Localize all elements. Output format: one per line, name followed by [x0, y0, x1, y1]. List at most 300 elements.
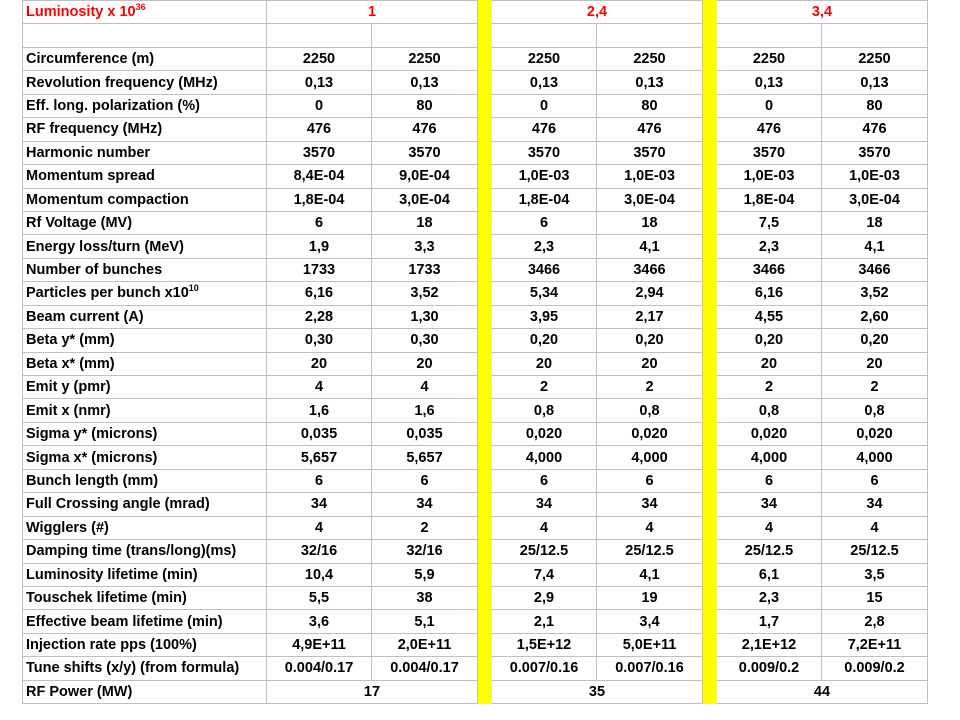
value-cell[interactable]: 2250: [492, 47, 597, 70]
row-label-cell[interactable]: [23, 422, 267, 445]
yellow-separator: [703, 94, 717, 117]
value-cell[interactable]: 5,0E+11: [597, 633, 703, 656]
value-cell[interactable]: 2250: [597, 47, 703, 70]
row-label-cell[interactable]: [23, 446, 267, 469]
row-label-cell[interactable]: [23, 94, 267, 117]
value-cell[interactable]: 0,20: [822, 329, 928, 352]
table-row: [23, 282, 928, 305]
value-cell[interactable]: 1,7: [717, 610, 822, 633]
yellow-separator: [478, 1, 492, 24]
value-cell[interactable]: 0,020: [717, 422, 822, 445]
value-cell[interactable]: 6: [267, 469, 372, 492]
value-cell[interactable]: 4,1: [597, 235, 703, 258]
yellow-separator: [703, 399, 717, 422]
table-row: [23, 610, 928, 633]
row-label: Injection rate pps (100%): [26, 637, 197, 654]
row-label-cell[interactable]: [23, 657, 267, 680]
yellow-separator: [478, 141, 492, 164]
value-cell[interactable]: 0,20: [597, 329, 703, 352]
value-cell[interactable]: 7,2E+11: [822, 633, 928, 656]
row-label-cell[interactable]: [23, 563, 267, 586]
value-cell[interactable]: 3,0E-04: [372, 188, 478, 211]
value-cell[interactable]: 5,5: [267, 586, 372, 609]
row-label: Circumference (m): [26, 51, 155, 68]
luminosity-group-1[interactable]: 1: [267, 1, 478, 24]
blank-cell[interactable]: [492, 24, 597, 47]
value-cell[interactable]: 3466: [597, 258, 703, 281]
value-cell[interactable]: 3,4: [597, 610, 703, 633]
value-cell[interactable]: 3,0E-04: [597, 188, 703, 211]
value-cell[interactable]: 6: [717, 469, 822, 492]
yellow-separator: [703, 516, 717, 539]
value-cell[interactable]: 3570: [492, 141, 597, 164]
yellow-separator: [478, 352, 492, 375]
value-cell[interactable]: 2: [597, 376, 703, 399]
rf-power-value[interactable]: 17: [267, 680, 478, 703]
value-cell[interactable]: 2,9: [492, 586, 597, 609]
value-cell[interactable]: 0,8: [717, 399, 822, 422]
value-cell[interactable]: 15: [822, 586, 928, 609]
row-label-cell[interactable]: [23, 329, 267, 352]
row-label: Sigma x* (microns): [26, 449, 158, 466]
blank-cell[interactable]: [372, 24, 478, 47]
value-cell[interactable]: 0,035: [267, 422, 372, 445]
value-cell[interactable]: 3570: [597, 141, 703, 164]
value-cell[interactable]: 0,20: [492, 329, 597, 352]
value-cell[interactable]: 0,8: [492, 399, 597, 422]
yellow-separator: [703, 586, 717, 609]
value-cell[interactable]: 2,1E+12: [717, 633, 822, 656]
value-cell[interactable]: 2250: [822, 47, 928, 70]
yellow-separator: [478, 657, 492, 680]
value-cell[interactable]: 1,5E+12: [492, 633, 597, 656]
row-label-cell[interactable]: [23, 493, 267, 516]
luminosity-label: Luminosity x 10: [26, 4, 136, 21]
value-cell[interactable]: 25/12.5: [717, 540, 822, 563]
value-cell[interactable]: 20: [267, 352, 372, 375]
row-label: Rf Voltage (MV): [26, 215, 133, 232]
table-row: [23, 94, 928, 117]
table-row: [23, 516, 928, 539]
value-cell[interactable]: 0,30: [267, 329, 372, 352]
value-cell[interactable]: 3570: [822, 141, 928, 164]
row-label: Damping time (trans/long)(ms): [26, 543, 237, 560]
row-label-cell[interactable]: [23, 352, 267, 375]
value-cell[interactable]: 5,34: [492, 282, 597, 305]
row-label: Particles per bunch x10: [26, 285, 189, 302]
value-cell[interactable]: 6: [822, 469, 928, 492]
value-cell[interactable]: 6: [492, 469, 597, 492]
value-cell[interactable]: 2,94: [597, 282, 703, 305]
value-cell[interactable]: 3466: [492, 258, 597, 281]
value-cell[interactable]: 20: [717, 352, 822, 375]
yellow-separator: [478, 446, 492, 469]
yellow-separator: [703, 610, 717, 633]
row-label-cell[interactable]: [23, 586, 267, 609]
value-cell[interactable]: 3,0E-04: [822, 188, 928, 211]
value-cell[interactable]: 4: [267, 516, 372, 539]
value-cell[interactable]: 0.009/0.2: [822, 657, 928, 680]
value-cell[interactable]: 2250: [717, 47, 822, 70]
rf-power-row: [23, 680, 928, 703]
table-row: [23, 493, 928, 516]
value-cell[interactable]: 476: [717, 118, 822, 141]
value-cell[interactable]: 0,8: [822, 399, 928, 422]
value-cell[interactable]: 2250: [372, 47, 478, 70]
value-cell[interactable]: 1,8E-04: [717, 188, 822, 211]
value-cell[interactable]: 1,9: [267, 235, 372, 258]
row-label-cell[interactable]: [23, 469, 267, 492]
value-cell[interactable]: 2250: [267, 47, 372, 70]
value-cell[interactable]: 5,1: [372, 610, 478, 633]
value-cell[interactable]: 1,0E-03: [717, 165, 822, 188]
row-label: Beam current (A): [26, 308, 144, 325]
yellow-separator: [703, 446, 717, 469]
row-label-cell[interactable]: [23, 165, 267, 188]
value-cell[interactable]: 4,000: [597, 446, 703, 469]
yellow-separator: [478, 493, 492, 516]
row-label: Emit x (nmr): [26, 402, 111, 419]
value-cell[interactable]: 3570: [717, 141, 822, 164]
value-cell[interactable]: 0,035: [372, 422, 478, 445]
value-cell[interactable]: 0,20: [717, 329, 822, 352]
value-cell[interactable]: 4,1: [822, 235, 928, 258]
yellow-separator: [478, 47, 492, 70]
value-cell[interactable]: 476: [597, 118, 703, 141]
value-cell[interactable]: 1,30: [372, 305, 478, 328]
table-row: [23, 141, 928, 164]
value-cell[interactable]: 4: [492, 516, 597, 539]
value-cell[interactable]: 0.007/0.16: [492, 657, 597, 680]
value-cell[interactable]: 1,6: [267, 399, 372, 422]
value-cell[interactable]: 4,55: [717, 305, 822, 328]
row-label-cell[interactable]: [23, 540, 267, 563]
row-label: Number of bunches: [26, 262, 163, 279]
value-cell[interactable]: 1,0E-03: [492, 165, 597, 188]
yellow-separator: [703, 657, 717, 680]
value-cell[interactable]: 34: [717, 493, 822, 516]
yellow-separator: [478, 24, 492, 47]
yellow-separator: [703, 118, 717, 141]
row-label: Harmonic number: [26, 144, 151, 161]
yellow-separator: [478, 376, 492, 399]
row-label: Tune shifts (x/y) (from formula): [26, 660, 240, 677]
value-cell[interactable]: 0.009/0.2: [717, 657, 822, 680]
value-cell[interactable]: 0: [492, 94, 597, 117]
rf-power-value[interactable]: 35: [492, 680, 703, 703]
value-cell[interactable]: 0.004/0.17: [267, 657, 372, 680]
yellow-separator: [703, 563, 717, 586]
value-cell[interactable]: 1733: [372, 258, 478, 281]
value-cell[interactable]: 0,13: [267, 71, 372, 94]
value-cell[interactable]: 8,4E-04: [267, 165, 372, 188]
value-cell[interactable]: 1733: [267, 258, 372, 281]
row-label: Wigglers (#): [26, 519, 109, 536]
value-cell[interactable]: 20: [372, 352, 478, 375]
value-cell[interactable]: 2: [822, 376, 928, 399]
blank-cell[interactable]: [23, 24, 267, 47]
row-label-cell[interactable]: [23, 71, 267, 94]
table-row: [23, 657, 928, 680]
row-label-cell[interactable]: [23, 211, 267, 234]
yellow-separator: [703, 165, 717, 188]
value-cell[interactable]: 476: [267, 118, 372, 141]
value-cell[interactable]: 5,9: [372, 563, 478, 586]
row-label-cell[interactable]: [23, 118, 267, 141]
yellow-separator: [703, 422, 717, 445]
value-cell[interactable]: 4,000: [822, 446, 928, 469]
table-row: [23, 211, 928, 234]
value-cell[interactable]: 20: [822, 352, 928, 375]
yellow-separator: [703, 47, 717, 70]
value-cell[interactable]: 476: [372, 118, 478, 141]
yellow-separator: [703, 633, 717, 656]
value-cell[interactable]: 1,0E-03: [822, 165, 928, 188]
value-cell[interactable]: 476: [492, 118, 597, 141]
value-cell[interactable]: 18: [372, 211, 478, 234]
row-label: Revolution frequency (MHz): [26, 74, 218, 91]
table-row: [23, 165, 928, 188]
value-cell[interactable]: 20: [492, 352, 597, 375]
row-label: Emit y (pmr): [26, 379, 111, 396]
yellow-separator: [478, 235, 492, 258]
yellow-separator: [478, 610, 492, 633]
value-cell[interactable]: 25/12.5: [597, 540, 703, 563]
table-row: [23, 399, 928, 422]
rf-power-value[interactable]: 44: [717, 680, 928, 703]
table-row: [23, 118, 928, 141]
table-row: [23, 469, 928, 492]
blank-cell[interactable]: [597, 24, 703, 47]
yellow-separator: [478, 211, 492, 234]
value-cell[interactable]: 3,3: [372, 235, 478, 258]
value-cell[interactable]: 2,28: [267, 305, 372, 328]
blank-cell[interactable]: [717, 24, 822, 47]
value-cell[interactable]: 2,8: [822, 610, 928, 633]
value-cell[interactable]: 4: [372, 376, 478, 399]
table-row: [23, 235, 928, 258]
row-label-exponent: 10: [188, 283, 199, 294]
row-label: Effective beam lifetime (min): [26, 613, 223, 630]
row-label-cell[interactable]: [23, 633, 267, 656]
value-cell[interactable]: 0,13: [372, 71, 478, 94]
yellow-separator: [703, 469, 717, 492]
yellow-separator: [703, 376, 717, 399]
yellow-separator: [703, 71, 717, 94]
yellow-separator: [478, 329, 492, 352]
value-cell[interactable]: 0,13: [492, 71, 597, 94]
value-cell[interactable]: 2,1: [492, 610, 597, 633]
yellow-separator: [478, 258, 492, 281]
value-cell[interactable]: 3,5: [822, 563, 928, 586]
row-label: RF frequency (MHz): [26, 121, 163, 138]
value-cell[interactable]: 0,13: [597, 71, 703, 94]
blank-cell[interactable]: [267, 24, 372, 47]
value-cell[interactable]: 80: [597, 94, 703, 117]
value-cell[interactable]: 4: [717, 516, 822, 539]
value-cell[interactable]: 3,6: [267, 610, 372, 633]
value-cell[interactable]: 32/16: [267, 540, 372, 563]
row-label-cell[interactable]: [23, 305, 267, 328]
value-cell[interactable]: 0,13: [717, 71, 822, 94]
row-label: Energy loss/turn (MeV): [26, 238, 184, 255]
value-cell[interactable]: 2,0E+11: [372, 633, 478, 656]
yellow-separator: [478, 633, 492, 656]
row-label-cell[interactable]: [23, 141, 267, 164]
value-cell[interactable]: 2,3: [717, 586, 822, 609]
value-cell[interactable]: 6,1: [717, 563, 822, 586]
value-cell[interactable]: 10,4: [267, 563, 372, 586]
luminosity-label-cell[interactable]: [23, 1, 267, 24]
table-row: [23, 446, 928, 469]
row-label: Beta y* (mm): [26, 332, 115, 349]
value-cell[interactable]: 6,16: [717, 282, 822, 305]
value-cell[interactable]: 34: [372, 493, 478, 516]
yellow-separator: [478, 71, 492, 94]
value-cell[interactable]: 2,3: [492, 235, 597, 258]
value-cell[interactable]: 5,657: [372, 446, 478, 469]
value-cell[interactable]: 3466: [822, 258, 928, 281]
value-cell[interactable]: 2,17: [597, 305, 703, 328]
yellow-separator: [703, 282, 717, 305]
value-cell[interactable]: 4: [267, 376, 372, 399]
yellow-separator: [478, 399, 492, 422]
value-cell[interactable]: 3,95: [492, 305, 597, 328]
value-cell[interactable]: 0,020: [597, 422, 703, 445]
value-cell[interactable]: 4: [597, 516, 703, 539]
value-cell[interactable]: 34: [597, 493, 703, 516]
table-row: [23, 586, 928, 609]
yellow-separator: [703, 1, 717, 24]
value-cell[interactable]: 80: [372, 94, 478, 117]
value-cell[interactable]: 2,3: [717, 235, 822, 258]
value-cell[interactable]: 6: [492, 211, 597, 234]
table-row: [23, 305, 928, 328]
yellow-separator: [478, 422, 492, 445]
yellow-separator: [478, 469, 492, 492]
yellow-separator: [703, 141, 717, 164]
row-label: Sigma y* (microns): [26, 426, 158, 443]
value-cell[interactable]: 5,657: [267, 446, 372, 469]
row-label-cell[interactable]: [23, 235, 267, 258]
value-cell[interactable]: 4,000: [492, 446, 597, 469]
yellow-separator: [703, 352, 717, 375]
value-cell[interactable]: 0: [267, 94, 372, 117]
value-cell[interactable]: 3,52: [822, 282, 928, 305]
value-cell[interactable]: 0.007/0.16: [597, 657, 703, 680]
luminosity-group-3[interactable]: 3,4: [717, 1, 928, 24]
value-cell[interactable]: 3570: [267, 141, 372, 164]
value-cell[interactable]: 4,9E+11: [267, 633, 372, 656]
yellow-separator: [478, 94, 492, 117]
value-cell[interactable]: 25/12.5: [492, 540, 597, 563]
value-cell[interactable]: 38: [372, 586, 478, 609]
value-cell[interactable]: 0.004/0.17: [372, 657, 478, 680]
row-label-cell[interactable]: [23, 188, 267, 211]
yellow-separator: [703, 235, 717, 258]
blank-cell[interactable]: [822, 24, 928, 47]
table-row: [23, 258, 928, 281]
value-cell[interactable]: 0,020: [822, 422, 928, 445]
value-cell[interactable]: 1,0E-03: [597, 165, 703, 188]
value-cell[interactable]: 2: [717, 376, 822, 399]
value-cell[interactable]: 20: [597, 352, 703, 375]
yellow-separator: [478, 118, 492, 141]
luminosity-group-2[interactable]: 2,4: [492, 1, 703, 24]
value-cell[interactable]: 34: [267, 493, 372, 516]
value-cell[interactable]: 476: [822, 118, 928, 141]
value-cell[interactable]: 4,000: [717, 446, 822, 469]
value-cell[interactable]: 0: [717, 94, 822, 117]
row-label-cell[interactable]: [23, 258, 267, 281]
row-label-cell[interactable]: [23, 376, 267, 399]
value-cell[interactable]: 34: [822, 493, 928, 516]
value-cell[interactable]: 25/12.5: [822, 540, 928, 563]
row-label-cell[interactable]: [23, 610, 267, 633]
yellow-separator: [478, 188, 492, 211]
value-cell[interactable]: 4: [822, 516, 928, 539]
value-cell[interactable]: 2: [372, 516, 478, 539]
row-label-cell[interactable]: [23, 399, 267, 422]
yellow-separator: [478, 516, 492, 539]
table-row: [23, 422, 928, 445]
value-cell[interactable]: 2,60: [822, 305, 928, 328]
yellow-separator: [703, 493, 717, 516]
value-cell[interactable]: 6,16: [267, 282, 372, 305]
value-cell[interactable]: 0,30: [372, 329, 478, 352]
value-cell[interactable]: 80: [822, 94, 928, 117]
value-cell[interactable]: 0,13: [822, 71, 928, 94]
value-cell[interactable]: 3570: [372, 141, 478, 164]
value-cell[interactable]: 34: [492, 493, 597, 516]
parameter-table: [22, 0, 928, 704]
row-label: Bunch length (mm): [26, 472, 159, 489]
yellow-separator: [478, 586, 492, 609]
value-cell[interactable]: 2: [492, 376, 597, 399]
value-cell[interactable]: 1,8E-04: [492, 188, 597, 211]
row-label-cell[interactable]: [23, 516, 267, 539]
row-label: Momentum compaction: [26, 191, 189, 208]
value-cell[interactable]: 0,020: [492, 422, 597, 445]
value-cell[interactable]: 0,8: [597, 399, 703, 422]
value-cell[interactable]: 1,6: [372, 399, 478, 422]
value-cell[interactable]: 18: [597, 211, 703, 234]
value-cell[interactable]: 4,1: [597, 563, 703, 586]
table-row: [23, 540, 928, 563]
value-cell[interactable]: 1,8E-04: [267, 188, 372, 211]
row-label: Beta x* (mm): [26, 355, 115, 372]
row-label-cell[interactable]: [23, 282, 267, 305]
value-cell[interactable]: 19: [597, 586, 703, 609]
yellow-separator: [703, 188, 717, 211]
value-cell[interactable]: 7,5: [717, 211, 822, 234]
value-cell[interactable]: 6: [597, 469, 703, 492]
value-cell[interactable]: 6: [372, 469, 478, 492]
value-cell[interactable]: 7,4: [492, 563, 597, 586]
value-cell[interactable]: 3,52: [372, 282, 478, 305]
blank-row: [23, 24, 928, 47]
yellow-separator: [478, 282, 492, 305]
yellow-separator: [703, 680, 717, 703]
value-cell[interactable]: 18: [822, 211, 928, 234]
rf-power-label[interactable]: RF Power (MW): [23, 680, 267, 703]
row-label-cell[interactable]: [23, 47, 267, 70]
value-cell[interactable]: 9,0E-04: [372, 165, 478, 188]
value-cell[interactable]: 32/16: [372, 540, 478, 563]
value-cell[interactable]: 6: [267, 211, 372, 234]
table-row: [23, 633, 928, 656]
value-cell[interactable]: 3466: [717, 258, 822, 281]
